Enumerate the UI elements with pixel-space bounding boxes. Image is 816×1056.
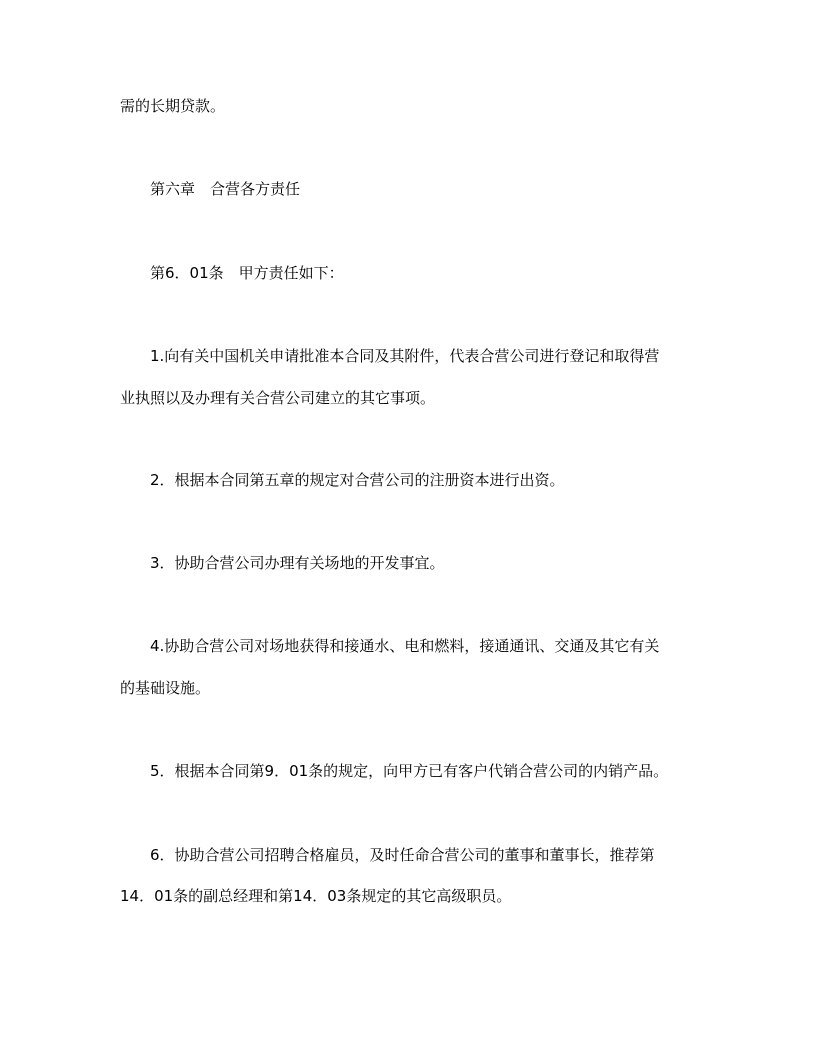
list-item-6-line-1: 6．协助合营公司招聘合格雇员，及时任命合营公司的董事和董事长，推荐第 — [150, 846, 655, 864]
article-number: 第6．01条 — [150, 264, 224, 282]
article-heading — [150, 263, 710, 283]
carryover-text: 需的长期贷款。 — [120, 97, 226, 115]
list-item-2: 2．根据本合同第五章的规定对合营公司的注册资本进行出资。 — [150, 471, 565, 489]
list-item-3: 3．协助合营公司办理有关场地的开发事宜。 — [150, 554, 445, 572]
chapter-heading — [150, 179, 710, 199]
chapter-title: 合营各方责任 — [210, 180, 301, 198]
chapter-number: 第六章 — [150, 180, 196, 198]
list-item-1-line-1: 1.向有关中国机关申请批准本合同及其附件，代表合营公司进行登记和取得营 — [150, 347, 660, 365]
list-item-5: 5．根据本合同第9．01条的规定，向甲方已有客户代销合营公司的内销产品。 — [150, 762, 669, 780]
list-item-4-line-1: 4.协助合营公司对场地获得和接通水、电和燃料，接通通讯、交通及其它有关 — [150, 637, 660, 655]
list-item-6-line-2: 14．01条的副总经理和第14．03条规定的其它高级职员。 — [120, 887, 512, 905]
list-item-1-line-2: 业执照以及办理有关合营公司建立的其它事项。 — [120, 389, 436, 407]
article-title: 甲方责任如下： — [238, 264, 344, 282]
list-item-4-line-2: 的基础设施。 — [120, 679, 211, 697]
